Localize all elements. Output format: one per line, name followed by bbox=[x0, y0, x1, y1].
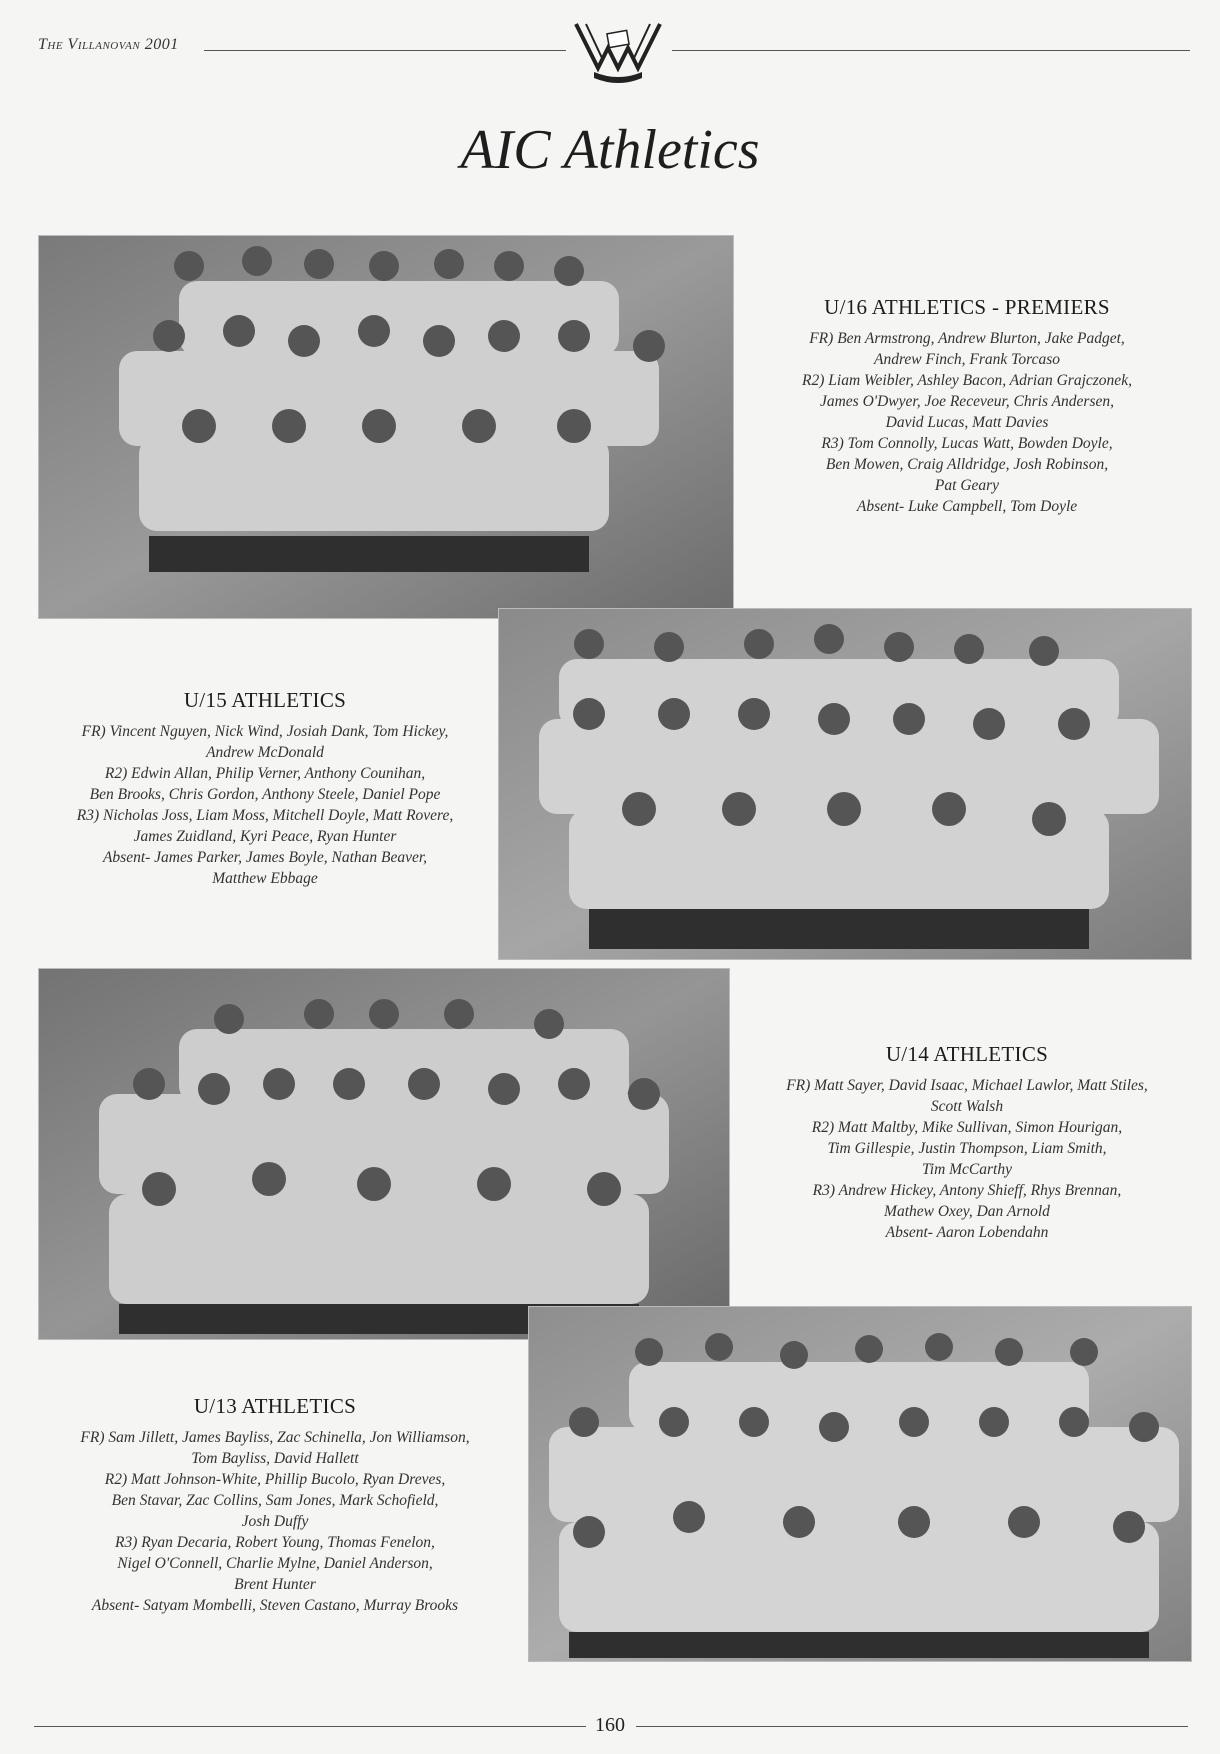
header-rule-left bbox=[204, 50, 566, 51]
team-photo-u15 bbox=[498, 608, 1192, 960]
caption-heading: U/16 ATHLETICS - PREMIERS bbox=[824, 295, 1110, 319]
caption-u15: U/15 ATHLETICS FR) Vincent Nguyen, Nick Wind, Josiah Dank, Tom Hickey, Andrew McDonald R2) Edwin Allan, Philip Verner, Anthony Counihan, Ben Brooks, Chris Gordon, Anthony Steele, Daniel Pope R3) Nicholas Joss, Liam Moss, Mitchell Doyle, Matt Rovere, James Zuidland, Kyri Peace, Ryan Hunter Absent- James Parker, James Boyle, Nathan Beaver, Matthew Ebbage bbox=[40, 688, 490, 889]
team-photo-u14 bbox=[38, 968, 730, 1340]
team-photo-u13 bbox=[528, 1306, 1192, 1662]
page-title: AIC Athletics bbox=[460, 119, 760, 181]
caption-heading: U/14 ATHLETICS bbox=[885, 1042, 1049, 1066]
caption-u14: U/14 ATHLETICS FR) Matt Sayer, David Isaac, Michael Lawlor, Matt Stiles, Scott Walsh R2) Matt Maltby, Mike Sullivan, Simon Hourigan, Tim Gillespie, Justin Thompson, Liam Smith, Tim McCarthy R3) Andrew Hickey, Antony Shieff, Rhys Brennan, Mathew Oxey, Dan Arnold Absent- Aaron Lobendahn bbox=[742, 1042, 1192, 1243]
caption-heading: U/15 ATHLETICS bbox=[183, 688, 347, 712]
caption-heading: U/13 ATHLETICS bbox=[193, 1394, 357, 1418]
page-number: 160 bbox=[595, 1714, 625, 1736]
header-rule-right bbox=[672, 50, 1190, 51]
running-header: The Villanovan 2001 bbox=[38, 36, 179, 53]
school-crest-logo bbox=[572, 18, 664, 84]
caption-u13: U/13 ATHLETICS FR) Sam Jillett, James Bayliss, Zac Schinella, Jon Williamson, Tom Bayliss, David Hallett R2) Matt Johnson-White, Phillip Bucolo, Ryan Dreves, Ben Stavar, Zac Collins, Sam Jones, Mark Schofield, Josh Duffy R3) Ryan Decaria, Robert Young, Thomas Fenelon, Nigel O'Connell, Charlie Mylne, Daniel Anderson, Brent Hunter Absent- Satyam Mombelli, Steven Castano, Murray Brooks bbox=[30, 1394, 520, 1616]
caption-u16: U/16 ATHLETICS - PREMIERS FR) Ben Armstrong, Andrew Blurton, Jake Padget, Andrew Finch, Frank Torcaso R2) Liam Weibler, Ashley Bacon, Adrian Grajczonek, James O'Dwyer, Joe Receveur, Chris Andersen, David Lucas, Matt Davies R3) Tom Connolly, Lucas Watt, Bowden Doyle, Ben Mowen, Craig Alldridge, Josh Robinson, Pat Geary Absent- Luke Campbell, Tom Doyle bbox=[742, 295, 1192, 517]
team-photo-u16 bbox=[38, 235, 734, 619]
